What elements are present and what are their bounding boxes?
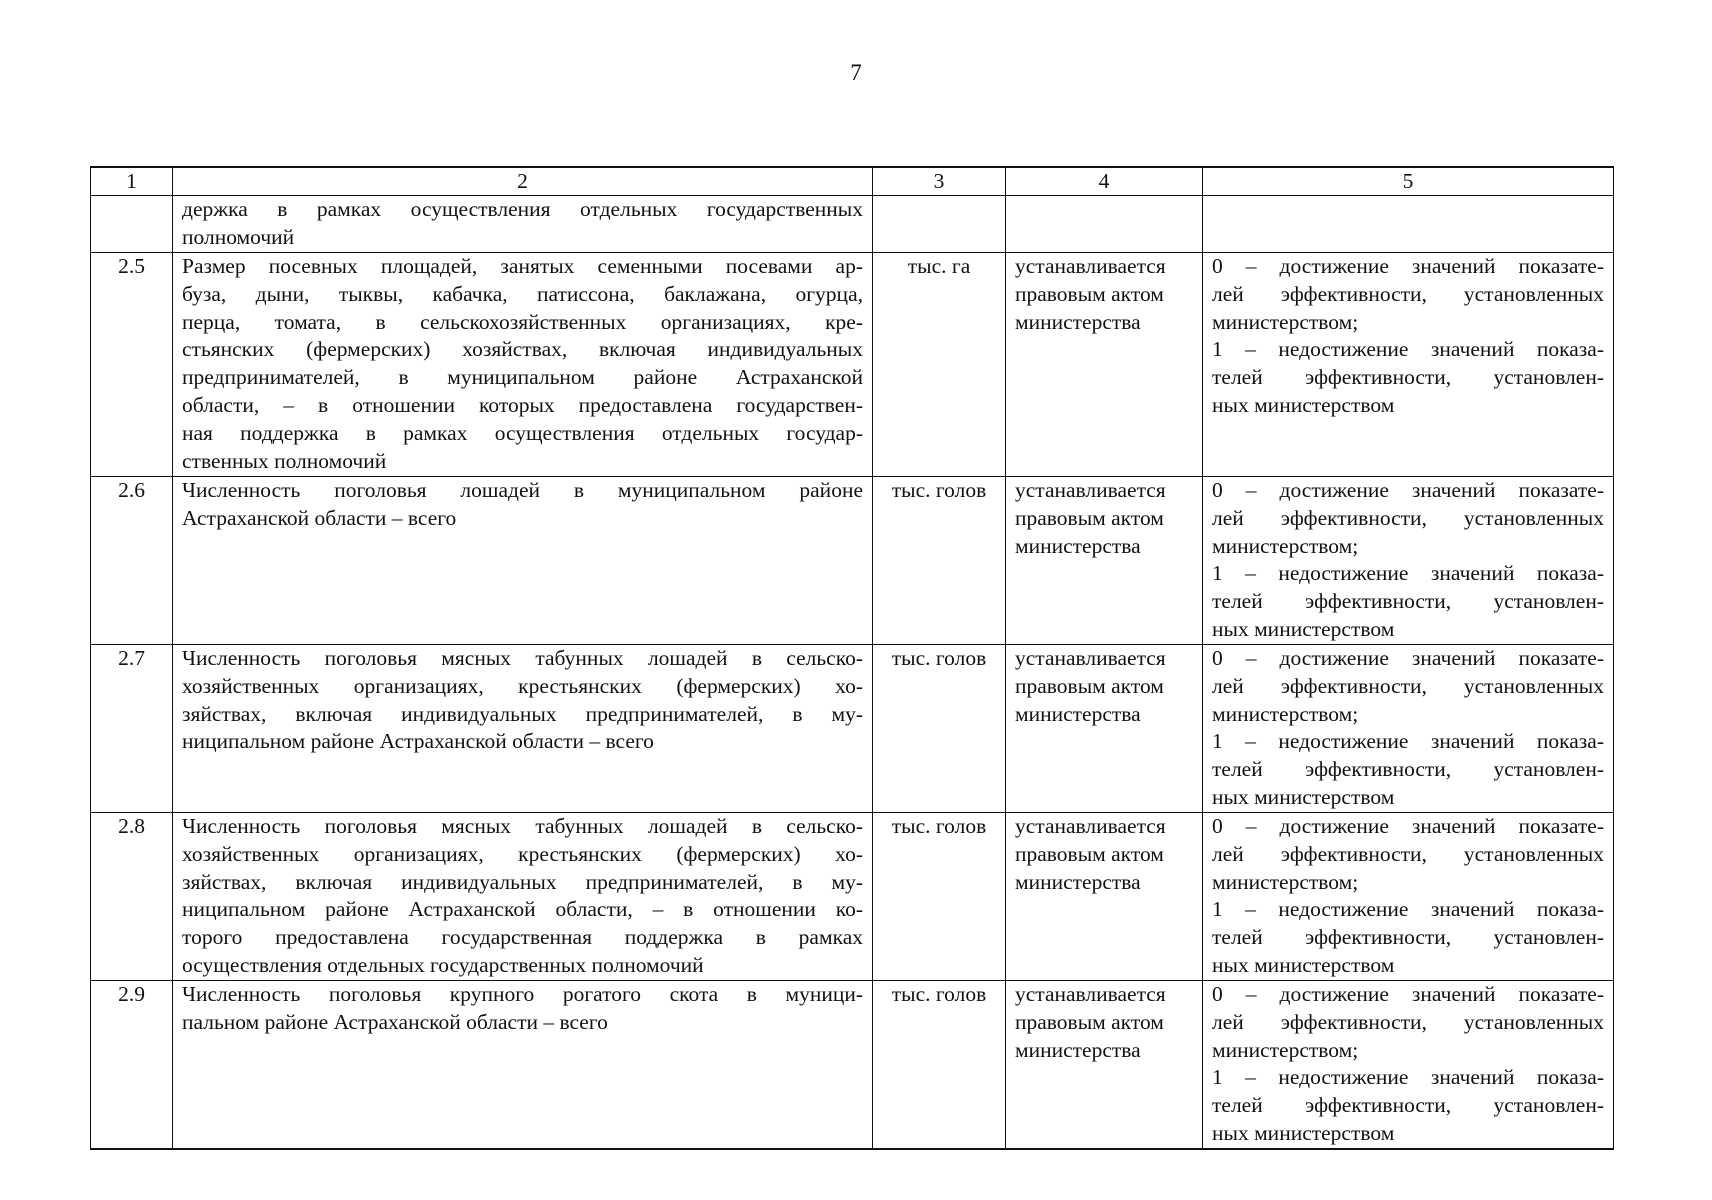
source-cell xyxy=(1006,645,1203,813)
source-line: устанавливается xyxy=(1015,646,1166,670)
indicator-name-line: области, – в отношении которых предоставлена государствен- xyxy=(182,392,863,417)
criteria-line: телей эффективности, установлен- xyxy=(1212,365,1604,390)
table-row xyxy=(91,981,1614,1149)
indicator-name-line: Численность поголовья лошадей в муниципальном районе xyxy=(182,478,863,502)
criteria-line: министерством; xyxy=(1212,701,1359,726)
page-number: 7 xyxy=(850,60,862,85)
source-line: устанавливается xyxy=(1015,982,1166,1006)
criteria-cell xyxy=(1203,196,1614,253)
source-cell xyxy=(1006,196,1203,253)
criteria-line: 0 – достижение значений показате- xyxy=(1212,646,1604,670)
criteria-line: 1 – недостижение значений показа- xyxy=(1212,897,1604,922)
unit-cell: тыс. голов xyxy=(873,477,1006,645)
table-row xyxy=(91,645,1614,813)
criteria-cell xyxy=(1203,645,1614,813)
table-header xyxy=(91,167,1614,196)
criteria-line: министерством; xyxy=(1212,869,1359,894)
criteria-cell xyxy=(1203,813,1614,981)
indicator-name-line: полномочий xyxy=(182,224,295,249)
source-line: устанавливается xyxy=(1015,814,1166,838)
source-line: правовым актом xyxy=(1015,673,1164,698)
indicator-name-line: буза, дыни, тыквы, кабачка, патиссона, баклажана, огурца, xyxy=(182,281,863,306)
indicator-name-line: держка в рамках осуществления отдельных государственных xyxy=(182,197,863,221)
indicator-name xyxy=(173,813,873,981)
indicator-name-line: перца, томата, в сельскохозяйственных организациях, кре- xyxy=(182,309,863,334)
criteria-line: лей эффективности, установленных xyxy=(1212,281,1604,306)
criteria-line: 1 – недостижение значений показа- xyxy=(1212,729,1604,754)
criteria-line: 0 – достижение значений показате- xyxy=(1212,982,1604,1006)
row-number: 2.7 xyxy=(91,645,173,813)
header-col-2: 2 xyxy=(173,167,873,196)
indicator-name xyxy=(173,196,873,253)
source-line: правовым актом xyxy=(1015,505,1164,530)
criteria-line: ных министерством xyxy=(1212,952,1395,977)
indicator-name-line: ственных полномочий xyxy=(182,448,387,473)
indicator-name-line: ная поддержка в рамках осуществления отдельных государ- xyxy=(182,420,863,445)
unit-cell: тыс. га xyxy=(873,253,1006,477)
source-line: министерства xyxy=(1015,309,1141,334)
table-row xyxy=(91,477,1614,645)
row-number xyxy=(91,196,173,253)
criteria-line: лей эффективности, установленных xyxy=(1212,841,1604,866)
source-line: устанавливается xyxy=(1015,254,1166,278)
source-line: правовым актом xyxy=(1015,1009,1164,1034)
indicator-name-line: зяйствах, включая индивидуальных предпринимателей, в му- xyxy=(182,701,863,726)
table-row xyxy=(91,813,1614,981)
header-col-5: 5 xyxy=(1203,167,1614,196)
indicator-name-line: пальном районе Астраханской области – всего xyxy=(182,1009,608,1034)
criteria-line: лей эффективности, установленных xyxy=(1212,1009,1604,1034)
criteria-line: ных министерством xyxy=(1212,784,1395,809)
table-row-continuation xyxy=(91,196,1614,253)
indicator-name-line: Численность поголовья мясных табунных лошадей в сельско- xyxy=(182,814,863,838)
criteria-line: 1 – недостижение значений показа- xyxy=(1212,561,1604,586)
criteria-line: телей эффективности, установлен- xyxy=(1212,757,1604,782)
source-cell xyxy=(1006,253,1203,477)
indicator-name xyxy=(173,981,873,1149)
source-cell xyxy=(1006,477,1203,645)
criteria-line: лей эффективности, установленных xyxy=(1212,673,1604,698)
table-header-row xyxy=(91,167,1614,196)
criteria-line: министерством; xyxy=(1212,309,1359,334)
table-row xyxy=(91,253,1614,477)
indicator-name-line: Размер посевных площадей, занятых семенными посевами ар- xyxy=(182,254,863,278)
criteria-line: ных министерством xyxy=(1212,392,1395,417)
criteria-cell xyxy=(1203,981,1614,1149)
criteria-line: телей эффективности, установлен- xyxy=(1212,925,1604,950)
indicators-table xyxy=(90,166,1614,1150)
source-line: министерства xyxy=(1015,701,1141,726)
indicator-name-line: Астраханской области – всего xyxy=(182,505,457,530)
criteria-line: 0 – достижение значений показате- xyxy=(1212,254,1604,278)
indicator-name xyxy=(173,645,873,813)
indicator-name-line: стьянских (фермерских) хозяйствах, включая индивидуальных xyxy=(182,337,863,362)
source-line: устанавливается xyxy=(1015,478,1166,502)
row-number: 2.8 xyxy=(91,813,173,981)
unit-cell: тыс. голов xyxy=(873,645,1006,813)
source-cell xyxy=(1006,981,1203,1149)
indicator-name-line: Численность поголовья мясных табунных лошадей в сельско- xyxy=(182,646,863,670)
unit-cell: тыс. голов xyxy=(873,981,1006,1149)
criteria-line: ных министерством xyxy=(1212,616,1395,641)
table-body xyxy=(91,196,1614,1149)
unit-cell: тыс. голов xyxy=(873,813,1006,981)
indicator-name xyxy=(173,253,873,477)
criteria-cell xyxy=(1203,477,1614,645)
criteria-line: 1 – недостижение значений показа- xyxy=(1212,1065,1604,1090)
criteria-line: 1 – недостижение значений показа- xyxy=(1212,337,1604,362)
criteria-line: министерством; xyxy=(1212,1037,1359,1062)
unit-cell xyxy=(873,196,1006,253)
row-number: 2.9 xyxy=(91,981,173,1149)
indicator-name-line: предпринимателей, в муниципальном районе Астраханской xyxy=(182,365,863,390)
row-number: 2.5 xyxy=(91,253,173,477)
indicator-name-line: хозяйственных организациях, крестьянских (фермерских) хо- xyxy=(182,673,863,698)
criteria-line: лей эффективности, установленных xyxy=(1212,505,1604,530)
criteria-line: ных министерством xyxy=(1212,1120,1395,1145)
indicator-name-line: ниципальном районе Астраханской области – всего xyxy=(182,729,654,754)
criteria-cell xyxy=(1203,253,1614,477)
indicator-name-line: осуществления отдельных государственных полномочий xyxy=(182,952,704,977)
indicator-name-line: торого предоставлена государственная поддержка в рамках xyxy=(182,925,863,950)
header-col-3: 3 xyxy=(873,167,1006,196)
source-line: правовым актом xyxy=(1015,281,1164,306)
indicator-name xyxy=(173,477,873,645)
source-line: министерства xyxy=(1015,1037,1141,1062)
indicator-name-line: хозяйственных организациях, крестьянских (фермерских) хо- xyxy=(182,841,863,866)
indicator-name-line: Численность поголовья крупного рогатого скота в муници- xyxy=(182,982,863,1006)
criteria-line: телей эффективности, установлен- xyxy=(1212,1093,1604,1118)
indicator-name-line: зяйствах, включая индивидуальных предпринимателей, в му- xyxy=(182,869,863,894)
row-number: 2.6 xyxy=(91,477,173,645)
criteria-line: телей эффективности, установлен- xyxy=(1212,589,1604,614)
criteria-line: 0 – достижение значений показате- xyxy=(1212,478,1604,502)
header-col-1: 1 xyxy=(91,167,173,196)
criteria-line: министерством; xyxy=(1212,533,1359,558)
source-line: министерства xyxy=(1015,533,1141,558)
source-cell xyxy=(1006,813,1203,981)
header-col-4: 4 xyxy=(1006,167,1203,196)
indicator-name-line: ниципальном районе Астраханской области, – в отношении ко- xyxy=(182,897,863,922)
source-line: правовым актом xyxy=(1015,841,1164,866)
criteria-line: 0 – достижение значений показате- xyxy=(1212,814,1604,838)
source-line: министерства xyxy=(1015,869,1141,894)
